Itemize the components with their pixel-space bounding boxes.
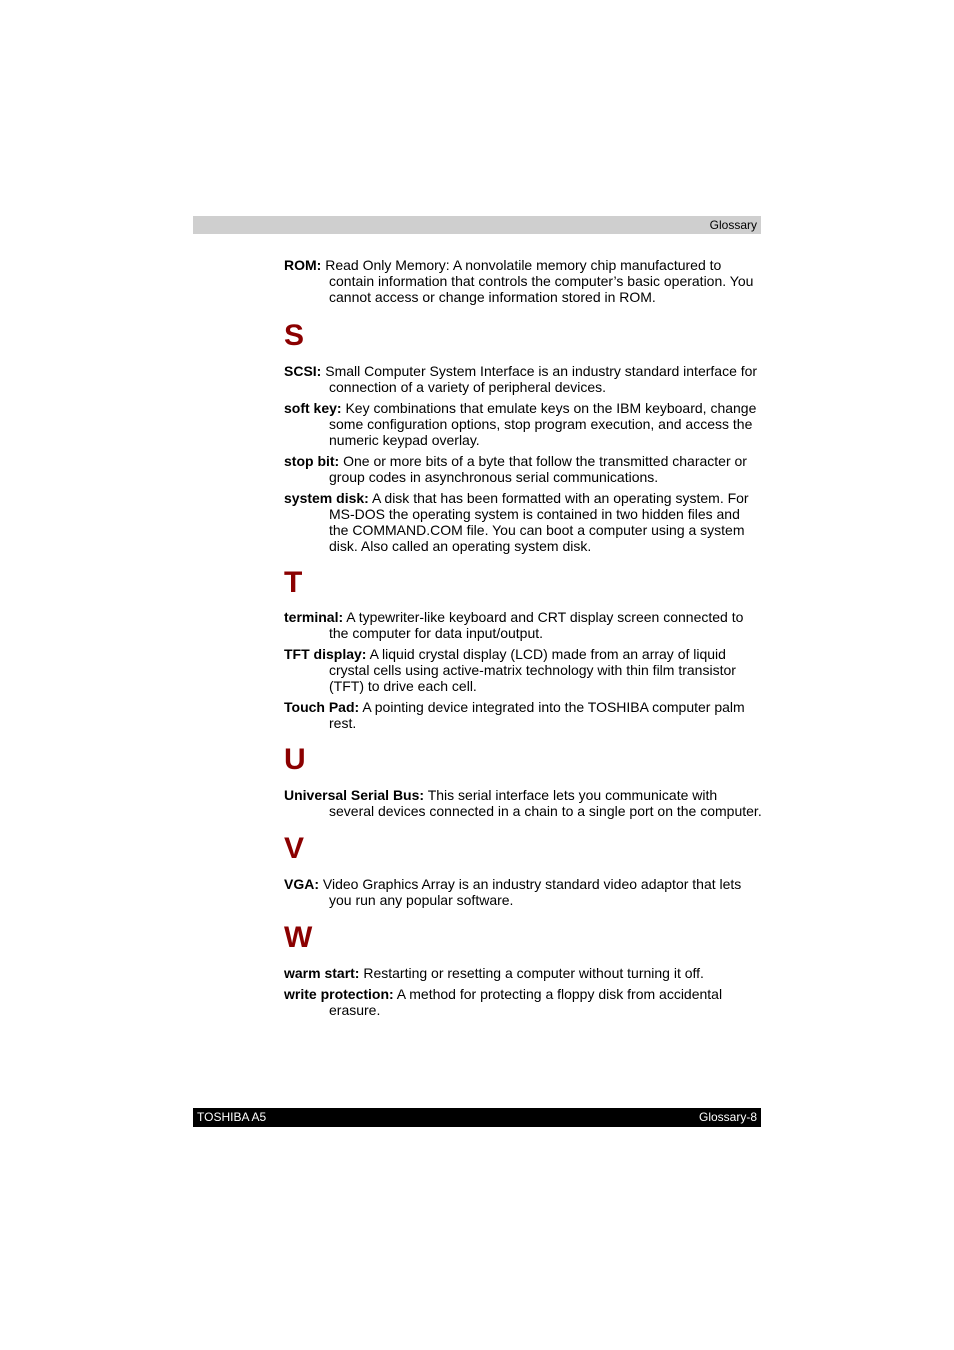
- footer-model: TOSHIBA A5: [197, 1110, 267, 1124]
- glossary-term: warm start:: [284, 965, 360, 981]
- glossary-term: TFT display:: [284, 646, 367, 662]
- glossary-term: Universal Serial Bus:: [284, 787, 425, 803]
- glossary-entry-vga: [284, 876, 762, 908]
- glossary-definition: One or more bits of a byte that follow the transmitted character or group codes in asynchronous serial communications.: [329, 453, 747, 485]
- glossary-entry-system-disk: [284, 490, 762, 554]
- glossary-definition: Read Only Memory: A nonvolatile memory chip manufactured to contain information that controls the computer’s basic operation. You cannot access or change information stored in ROM.: [325, 257, 754, 305]
- section-letter-w: W: [284, 921, 313, 954]
- glossary-term: system disk:: [284, 490, 369, 506]
- glossary-definition: A liquid crystal display (LCD) made from an array of liquid crystal cells using active-matrix technology with thin film transistor (TFT) to drive each cell.: [329, 646, 736, 694]
- glossary-definition: Restarting or resetting a computer without turning it off.: [363, 965, 704, 981]
- footer-page-number: Glossary-8: [698, 1110, 757, 1124]
- glossary-definition: A method for protecting a floppy disk from accidental erasure.: [329, 986, 723, 1018]
- glossary-entry-rom: [284, 257, 762, 305]
- glossary-term: stop bit:: [284, 453, 340, 469]
- glossary-entry-scsi: [284, 363, 762, 395]
- section-letter-v: V: [284, 832, 305, 865]
- glossary-definition: A disk that has been formatted with an operating system. For MS-DOS the operating system is contained in two hidden files and the COMMAND.COM file. You can boot a computer using a system disk. Also called an operating system disk.: [329, 490, 749, 554]
- glossary-term: Touch Pad:: [284, 699, 360, 715]
- section-letter-u: U: [284, 743, 306, 776]
- glossary-entry-touch-pad: [284, 699, 762, 731]
- glossary-term: terminal:: [284, 609, 344, 625]
- glossary-content: [284, 257, 762, 1023]
- glossary-term: soft key:: [284, 400, 342, 416]
- glossary-definition: A pointing device integrated into the TOSHIBA computer palm rest.: [329, 699, 745, 731]
- footer-bar: [193, 1108, 761, 1127]
- glossary-definition: A typewriter-like keyboard and CRT display screen connected to the computer for data input/output.: [329, 609, 744, 641]
- glossary-term: VGA:: [284, 876, 319, 892]
- glossary-entry-write-protection: [284, 986, 762, 1018]
- glossary-entry-usb: [284, 787, 762, 819]
- glossary-definition: Key combinations that emulate keys on the IBM keyboard, change some configuration options, stop program execution, and access the numeric keypad overlay.: [329, 400, 757, 448]
- glossary-term: SCSI:: [284, 363, 322, 379]
- glossary-entry-soft-key: [284, 400, 762, 448]
- section-letter-s: S: [284, 319, 305, 352]
- glossary-entry-terminal: [284, 609, 762, 641]
- header-bar: [193, 216, 761, 234]
- glossary-term: write protection:: [284, 986, 394, 1002]
- glossary-term: ROM:: [284, 257, 322, 273]
- glossary-entry-tft-display: [284, 646, 762, 694]
- header-title: Glossary: [709, 218, 757, 232]
- glossary-definition: This serial interface lets you communicate with several devices connected in a chain to a single port on the computer.: [329, 787, 762, 819]
- glossary-entry-stop-bit: [284, 453, 762, 485]
- glossary-definition: Video Graphics Array is an industry standard video adaptor that lets you run any popular software.: [322, 876, 742, 908]
- glossary-entry-warm-start: [284, 965, 762, 981]
- glossary-definition: Small Computer System Interface is an industry standard interface for connection of a variety of peripheral devices.: [325, 363, 758, 395]
- section-letter-t: T: [284, 566, 303, 599]
